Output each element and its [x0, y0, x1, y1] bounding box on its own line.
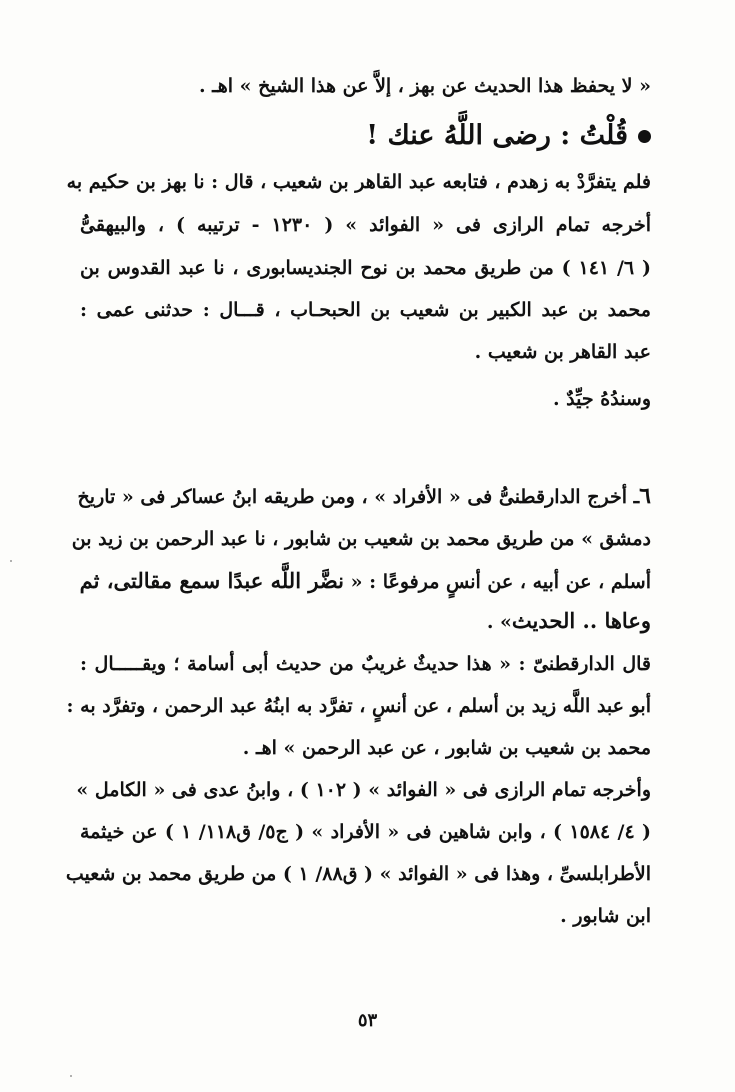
hadith-matn: نضَّر اللَّه عبدًا سمع مقالتى، ثم	[79, 568, 344, 593]
print-speck	[70, 1075, 72, 1077]
daraqutni-line: قال الدارقطنىّ : « هذا حديثٌ غريبٌ من حديث أبى أسامة ؛ ويقـــــال :	[80, 653, 651, 675]
paragraph-line: عبد القاهر بن شعيب .	[474, 341, 651, 363]
hadith-intro-line: دمشق » من طريق محمد بن شعيب بن شابور ، نا عبد الرحمن بن زيد بن	[71, 528, 651, 550]
hadith-text-line	[487, 607, 651, 636]
page-number: ٥٣	[357, 1010, 378, 1031]
paragraph-line: فلم يتفرَّدْ به زهدم ، فتابعه عبد القاهر بن شعيب ، قال : نا بهز بن حكيم به	[66, 171, 651, 193]
takhrij-line: ( ٤/ ١٥٨٤ ) ، وابن شاهين فى « الأفراد » ( ج٥/ ق١١٨/ ١ ) عن خيثمة	[80, 821, 651, 843]
bullet-icon	[638, 130, 651, 143]
paragraph-line: محمد بن عبد الكبير بن شعيب بن الحبحـاب ، قـــال : حدثنى عمى :	[80, 299, 651, 321]
hadith-intro-text: ـ أخرج الدارقطنىُّ فى « الأفراد » ، ومن طريقه ابنُ عساكر فى « تاريخ	[77, 486, 640, 508]
hadith-text-line	[80, 567, 651, 596]
daraqutni-line: محمد بن شعيب بن شابور ، عن عبد الرحمن » اهـ .	[242, 737, 651, 759]
chain-grading: وسندُهُ جيِّدٌ .	[552, 388, 651, 410]
hadith-isnad: أسلم ، عن أبيه ، عن أنسٍ مرفوعًا : «	[350, 571, 651, 593]
takhrij-line: الأطرابلسىِّ ، وهذا فى « الفوائد » ( ق٨٨/ ١ ) من طريق محمد بن شعيب	[65, 863, 651, 885]
hadith-matn-end: وعاها .. الحديث	[511, 608, 651, 633]
heading-text: قُلْتُ : رضى اللَّهُ عنك !	[366, 120, 628, 151]
hadith-intro-line	[77, 482, 651, 511]
quote-closing-line: « لا يحفظ هذا الحديث عن بهز ، إلاَّ عن هذا الشيخ » اهـ .	[198, 75, 651, 97]
daraqutni-line: أبو عبد اللَّه زيد بن أسلم ، عن أنسٍ ، تفرَّد به ابنُهُ عبد الرحمن ، وتفرَّد به :	[66, 695, 651, 717]
takhrij-line: ابن شابور .	[560, 905, 651, 927]
paragraph-line: ( ٦/ ١٤١ ) من طريق محمد بن نوح الجنديسابورى ، نا عبد القدوس بن	[80, 257, 651, 279]
takhrij-line: وأخرجه تمام الرازى فى « الفوائد » ( ١٠٢ ) ، وابنُ عدى فى « الكامل »	[76, 779, 651, 801]
print-speck	[10, 560, 12, 562]
hadith-number: ٦	[639, 483, 651, 509]
paragraph-line: أخرجه تمام الرازى فى « الفوائد » ( ١٢٣٠ - ترتيبه ) ، والبيهقىُّ	[80, 214, 651, 236]
hadith-quote-close: » .	[486, 611, 512, 633]
section-heading	[366, 118, 651, 154]
